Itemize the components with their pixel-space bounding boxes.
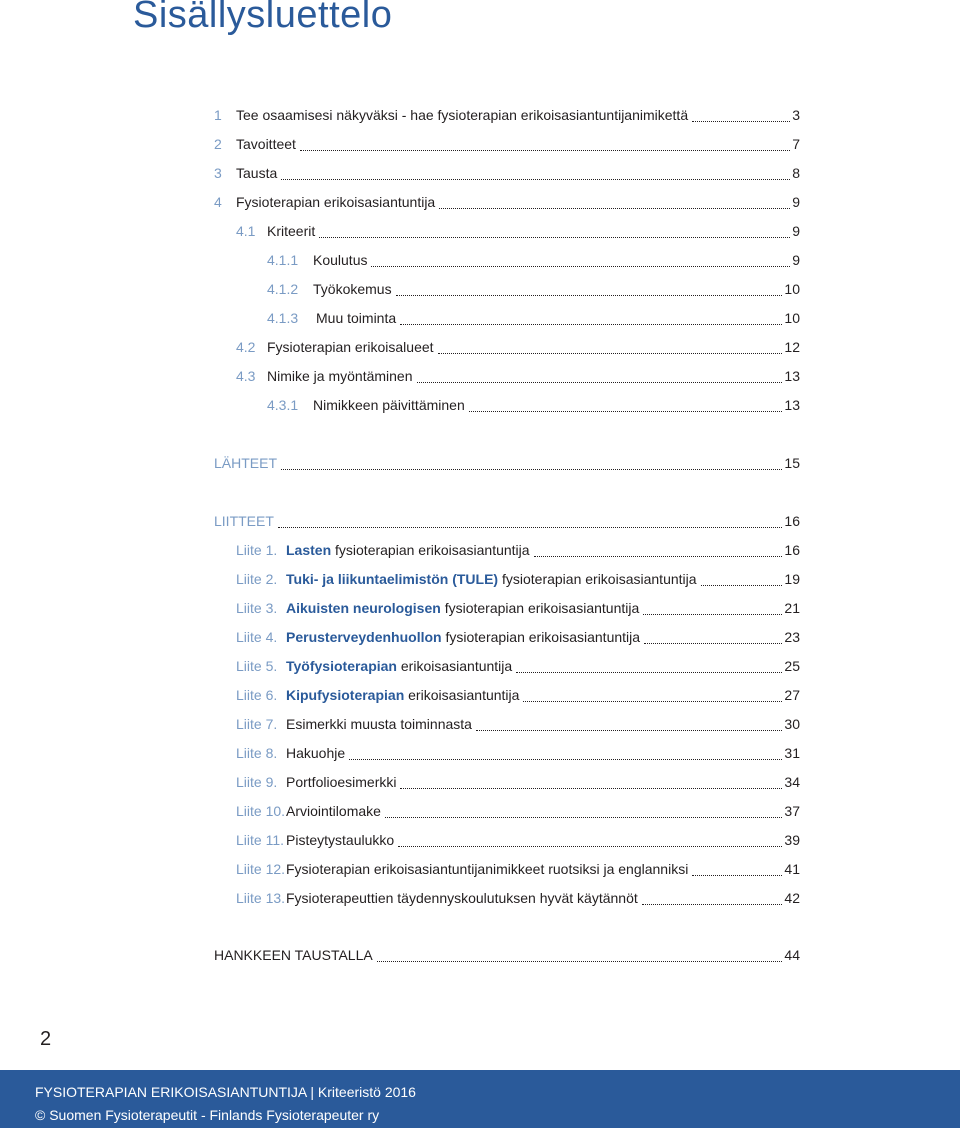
toc-text-rest: erikoisasiantuntija: [404, 687, 520, 703]
toc-page: 23: [784, 629, 800, 645]
toc-page: 12: [784, 339, 800, 355]
toc-label: LÄHTEET: [214, 455, 278, 471]
toc-number: 1: [214, 107, 222, 123]
toc-page: 34: [784, 774, 800, 790]
toc-page: 3: [792, 107, 800, 123]
toc-number: 4.2: [236, 339, 256, 355]
toc-row-appendix[interactable]: [236, 656, 800, 676]
toc-text: Koulutus: [313, 252, 368, 268]
toc-text: [286, 685, 521, 705]
toc-row[interactable]: [214, 105, 800, 125]
toc-number: Liite 6.: [236, 687, 278, 703]
toc-row-appendix[interactable]: [236, 830, 800, 850]
leader-dots: [523, 701, 782, 702]
toc-text-rest: fysioterapian erikoisasiantuntija: [498, 571, 697, 587]
toc-text: Kriteerit: [267, 223, 316, 239]
toc-text: [286, 598, 641, 618]
toc-row-appendix[interactable]: [236, 714, 800, 734]
toc-row-appendix[interactable]: [236, 859, 800, 879]
toc-row[interactable]: [236, 366, 800, 386]
toc-page: 21: [784, 600, 800, 616]
toc-row[interactable]: [236, 337, 800, 357]
toc-number: 4.1.3: [267, 310, 299, 326]
toc-row-hankkeen[interactable]: [214, 945, 800, 965]
toc-page: 31: [784, 745, 800, 761]
toc-row-lahteet[interactable]: [214, 453, 800, 473]
toc-number: Liite 7.: [236, 716, 278, 732]
toc-text: [286, 743, 347, 763]
toc-text: [286, 859, 690, 879]
leader-dots: [642, 904, 783, 905]
toc-number: 4.3: [236, 368, 256, 384]
toc-page: 37: [784, 803, 800, 819]
toc-row-appendix[interactable]: [236, 772, 800, 792]
toc-text-bold: Lasten: [286, 542, 332, 558]
toc-number: 2: [214, 136, 222, 152]
toc-number: Liite 13.: [236, 890, 286, 906]
leader-dots: [400, 324, 782, 325]
leader-dots: [644, 643, 782, 644]
toc-text: Nimike ja myöntäminen: [267, 368, 413, 384]
toc-text: Nimikkeen päivittäminen: [313, 397, 465, 413]
toc-text: Työkokemus: [313, 281, 392, 297]
toc-row-appendix[interactable]: [236, 569, 800, 589]
toc-page: 9: [792, 194, 800, 210]
toc-page: 16: [784, 513, 800, 529]
toc-text-rest: Arviointilomake: [286, 803, 381, 819]
toc-page: 13: [784, 397, 800, 413]
toc-text-rest: fysioterapian erikoisasiantuntija: [441, 629, 641, 645]
toc-page: 42: [784, 890, 800, 906]
toc-number: Liite 12.: [236, 861, 286, 877]
toc-page: 41: [784, 861, 800, 877]
toc-label: HANKKEEN TAUSTALLA: [214, 947, 373, 963]
toc-text: Tavoitteet: [236, 136, 296, 152]
toc-row[interactable]: [267, 308, 800, 328]
toc-number: Liite 1.: [236, 542, 278, 558]
leader-dots: [385, 817, 782, 818]
toc-row[interactable]: [214, 192, 800, 212]
toc-text-rest: Esimerkki muusta toiminnasta: [286, 716, 472, 732]
toc-text: [286, 540, 532, 560]
toc-row[interactable]: [267, 250, 800, 270]
leader-dots: [438, 353, 783, 354]
toc-row-appendix[interactable]: [236, 598, 800, 618]
toc-text-bold: Tuki- ja liikuntaelimistön (TULE): [286, 571, 499, 587]
toc-page: 9: [792, 223, 800, 239]
leader-dots: [469, 411, 783, 412]
toc-text: [286, 772, 398, 792]
toc-number: Liite 8.: [236, 745, 278, 761]
toc-row-appendix[interactable]: [236, 888, 800, 908]
leader-dots: [701, 585, 783, 586]
toc-page: 13: [784, 368, 800, 384]
toc-row[interactable]: [214, 163, 800, 183]
footer-title: FYSIOTERAPIAN ERIKOISASIANTUNTIJA | Kriteeristö 2016: [35, 1084, 416, 1100]
toc-row-appendix[interactable]: [236, 801, 800, 821]
toc-page: 19: [784, 571, 800, 587]
leader-dots: [377, 961, 783, 962]
toc-page: 44: [784, 947, 800, 963]
toc-page: 27: [784, 687, 800, 703]
toc-row-appendix[interactable]: [236, 743, 800, 763]
page-title: Sisällysluettelo: [133, 0, 393, 36]
footer-bar: [0, 1070, 960, 1128]
toc-label: LIITTEET: [214, 513, 274, 529]
leader-dots: [281, 469, 782, 470]
page-number: 2: [40, 1028, 52, 1050]
toc-text: Fysioterapian erikoisasiantuntija: [236, 194, 436, 210]
toc-number: 4.1.1: [267, 252, 299, 268]
toc-text: [286, 830, 396, 850]
toc-row[interactable]: [214, 134, 800, 154]
toc-number: 4.1: [236, 223, 256, 239]
leader-dots: [439, 208, 790, 209]
toc-number: Liite 4.: [236, 629, 278, 645]
toc-page: 7: [792, 136, 800, 152]
toc-text-rest: Hakuohje: [286, 745, 346, 761]
toc-page: 10: [784, 310, 800, 326]
leader-dots: [396, 295, 783, 296]
toc-page: 25: [784, 658, 800, 674]
toc-row-appendix[interactable]: [236, 627, 800, 647]
toc-text: [286, 627, 642, 647]
toc-text: Tausta: [236, 165, 278, 181]
toc-number: Liite 9.: [236, 774, 278, 790]
toc-row[interactable]: [236, 221, 800, 241]
leader-dots: [371, 266, 790, 267]
toc-number: 4.3.1: [267, 397, 299, 413]
leader-dots: [692, 121, 790, 122]
leader-dots: [300, 150, 790, 151]
toc-page: 16: [784, 542, 800, 558]
footer-copyright: © Suomen Fysioterapeutit - Finlands Fysioterapeuter ry: [35, 1107, 380, 1123]
toc-page: 8: [792, 165, 800, 181]
toc-row-appendix[interactable]: [236, 540, 800, 560]
leader-dots: [400, 788, 782, 789]
toc-page: 39: [784, 832, 800, 848]
toc-row-liitteet[interactable]: [214, 511, 800, 531]
toc-text-rest: Pisteytystaulukko: [286, 832, 395, 848]
leader-dots: [278, 527, 783, 528]
toc-text: Muu toiminta: [316, 310, 397, 326]
toc-number: Liite 5.: [236, 658, 278, 674]
toc-text-rest: Fysioterapian erikoisasiantuntijanimikkeet ruotsiksi ja englanniksi: [286, 861, 689, 877]
toc-text: [286, 888, 640, 908]
leader-dots: [349, 759, 782, 760]
toc-number: Liite 11.: [236, 832, 284, 848]
leader-dots: [398, 846, 782, 847]
toc-text-rest: Fysioterapeuttien täydennyskoulutuksen hyvät käytännöt: [286, 890, 638, 906]
toc-text-rest: Portfolioesimerkki: [286, 774, 397, 790]
leader-dots: [281, 179, 790, 180]
toc-text: [286, 714, 474, 734]
toc-page: 9: [792, 252, 800, 268]
toc-row[interactable]: [267, 395, 800, 415]
toc-row-appendix[interactable]: [236, 685, 800, 705]
toc-text-rest: fysioterapian erikoisasiantuntija: [440, 600, 640, 616]
toc-page: 15: [784, 455, 800, 471]
toc-page: 10: [784, 281, 800, 297]
toc-number: Liite 10.: [236, 803, 286, 819]
toc-row[interactable]: [267, 279, 800, 299]
toc-text-bold: Kipufysioterapian: [286, 687, 405, 703]
toc-number: Liite 3.: [236, 600, 278, 616]
toc-text: [286, 801, 383, 821]
leader-dots: [516, 672, 782, 673]
toc-text: [286, 656, 514, 676]
toc-text-bold: Työfysioterapian: [286, 658, 397, 674]
toc-number: 4: [214, 194, 222, 210]
toc-text: Tee osaamisesi näkyväksi - hae fysioterapian erikoisasiantuntijanimikettä: [236, 107, 689, 123]
toc-number: 4.1.2: [267, 281, 299, 297]
leader-dots: [534, 556, 783, 557]
toc-page: 30: [784, 716, 800, 732]
leader-dots: [417, 382, 783, 383]
toc-text: Fysioterapian erikoisalueet: [267, 339, 434, 355]
leader-dots: [476, 730, 782, 731]
leader-dots: [643, 614, 782, 615]
toc-number: Liite 2.: [236, 571, 278, 587]
toc-text-bold: Aikuisten neurologisen: [286, 600, 441, 616]
toc-text-rest: erikoisasiantuntija: [397, 658, 513, 674]
leader-dots: [692, 875, 782, 876]
toc-text-bold: Perusterveydenhuollon: [286, 629, 442, 645]
toc-text-rest: fysioterapian erikoisasiantuntija: [331, 542, 530, 558]
toc-number: 3: [214, 165, 222, 181]
toc-text: [286, 569, 699, 589]
leader-dots: [319, 237, 790, 238]
